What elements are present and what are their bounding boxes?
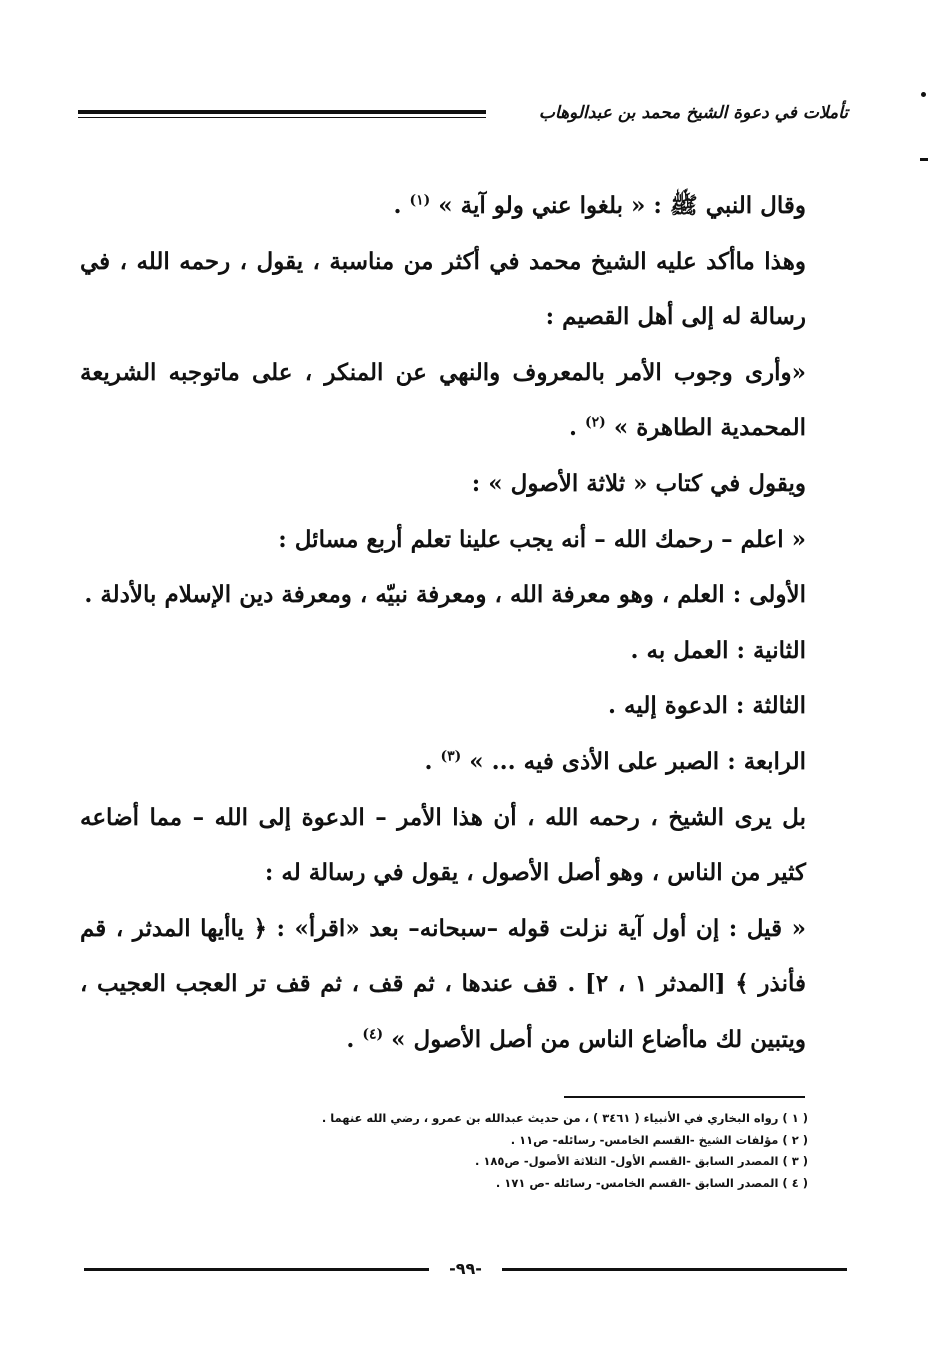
header-rule-thick	[78, 110, 486, 114]
paragraph-text: «وأرى وجوب الأمر بالمعروف والنهي عن المنكر ، على ماتوجبه الشريعة المحمدية الطاهرة »	[80, 358, 806, 442]
margin-dash	[920, 158, 928, 161]
footnote: ( ٢ ) مؤلفات الشيخ -القسم الخامس- رسائله- ص١١ .	[510, 1132, 808, 1147]
footnote-ref: (٢)	[585, 414, 606, 431]
paragraph	[80, 178, 806, 234]
main-text	[80, 178, 806, 1068]
paragraph-end: .	[569, 414, 586, 442]
paragraph: الثالثة : الدعوة إليه .	[608, 692, 806, 720]
paragraph: بل يرى الشيخ ، رحمه الله ، أن هذا الأمر – الدعوة إلى الله – مما أضاعه كثير من الناس ، وهو أصل الأصول ، يقول في رسالة له :	[80, 803, 806, 887]
margin-dot	[921, 92, 926, 97]
paragraph-end: .	[424, 747, 441, 775]
footnote-ref: (٤)	[362, 1026, 384, 1043]
footnote: ( ٤ ) المصدر السابق -القسم الخامس- رسائله -ص ١٧١ .	[495, 1175, 808, 1190]
footnote: ( ٣ ) المصدر السابق -القسم الأول- الثلاثة الأصول- ص١٨٥ .	[474, 1154, 808, 1168]
footnote-ref: (١)	[409, 192, 431, 209]
paragraph: الثانية : العمل به .	[630, 636, 806, 664]
paragraph	[80, 734, 806, 790]
paragraph	[80, 345, 806, 456]
paragraph: « اعلم – رحمك الله – أنه يجب علينا تعلم أربع مسائل :	[278, 525, 806, 553]
running-header	[78, 98, 848, 128]
paragraph-text: وقال النبي ﷺ : « بلغوا عني ولو آية »	[438, 192, 806, 219]
header-title: تأملات في دعوة الشيخ محمد بن عبدالوهاب	[538, 103, 848, 123]
paragraph-end: .	[393, 192, 410, 219]
paragraph: وهذا ماأكد عليه الشيخ محمد في أكثر من مناسبة ، يقول ، رحمه الله ، في رسالة له إلى أهل القصيم :	[80, 247, 806, 331]
header-rule-thin	[78, 117, 486, 118]
paragraph	[80, 901, 806, 1068]
paragraph: ويقول في كتاب « ثلاثة الأصول » :	[471, 469, 806, 497]
footnotes	[300, 1108, 808, 1194]
footnote: ( ١ ) رواه البخاري في الأنبياء ( ٣٤٦١ ) ، من حديث عبدالله بن عمرو ، رضي الله عنهما .	[321, 1111, 808, 1125]
paragraph: الأولى : العلم ، وهو معرفة الله ، ومعرفة نبيّه ، ومعرفة دين الإسلام بالأدلة .	[84, 581, 806, 609]
footnote-ref: (٣)	[440, 748, 462, 765]
paragraph-text: الرابعة : الصبر على الأذى فيه ... »	[469, 747, 806, 775]
paragraph-end: .	[346, 1025, 363, 1053]
page-footer	[84, 1259, 847, 1279]
footer-rule-right	[502, 1268, 847, 1271]
paragraph-text: « قيل : إن أول آية نزلت قوله –سبحانه– بعد «اقرأ» : ﴿ ياأيها المدثر ، قم فأنذر ﴾ [المدثر ١ ، ٢] . قف عندها ، ثم قف ، ثم قف تر العجب العجيب ، ويتبين لك ماأضاع الناس من أصل الأصول »	[80, 914, 806, 1053]
page-number: -٩٩-	[449, 1259, 482, 1278]
footnote-separator	[564, 1096, 805, 1098]
footer-rule-left	[84, 1268, 429, 1271]
